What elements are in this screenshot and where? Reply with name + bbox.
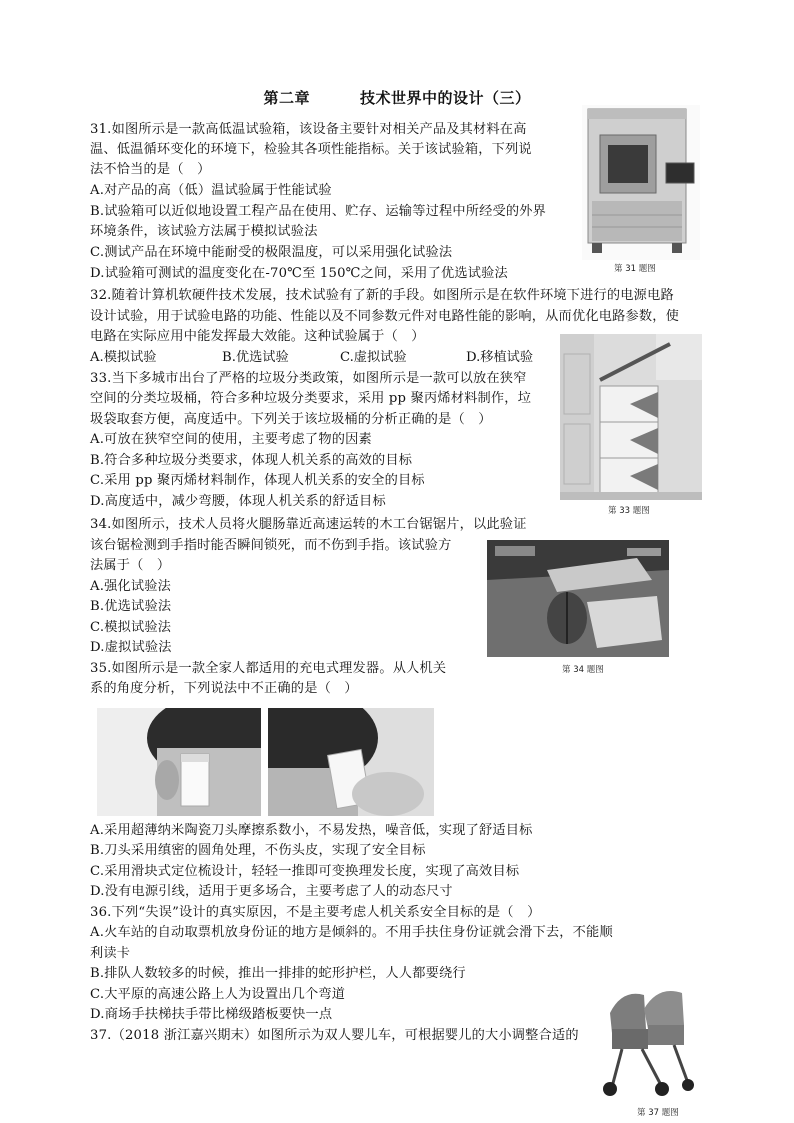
q35-option-b: B.刀头采用缜密的圆角处理，不伤头皮，实现了安全目标 bbox=[90, 843, 426, 858]
q31-option-b: B.试验箱可以近似地设置工程产品在使用、贮存、运输等过程中所经受的外界 bbox=[90, 204, 547, 219]
q36-option-d: D.商场手扶梯扶手带比梯级踏板要快一点 bbox=[90, 1007, 333, 1022]
q33-option-b: B.符合多种垃圾分类要求，体现人机关系的高效的目标 bbox=[90, 453, 413, 468]
q35-option-c: C.采用滑块式定位梳设计，轻轻一推即可变换理发长度，实现了高效目标 bbox=[90, 864, 520, 879]
q31-option-d: D.试验箱可测试的温度变化在-70℃至 150℃之间，采用了优选试验法 bbox=[90, 266, 508, 281]
q32-options bbox=[90, 348, 533, 367]
hair-clipper-image-1 bbox=[97, 708, 261, 816]
q33-stem-line-1: 33.当下多城市出台了严格的垃圾分类政策，如图所示是一款可以放在狭窄 bbox=[90, 371, 527, 386]
chapter-label: 第二章 bbox=[263, 89, 310, 107]
q34-option-a: A.强化试验法 bbox=[90, 579, 172, 594]
q34-stem-line-2: 该台锯检测到手指时能否瞬间锁死，而不伤到手指。该试验方 bbox=[90, 538, 452, 553]
q31-stem-line-3: 法不恰当的是（ ） bbox=[90, 162, 211, 177]
q36-stem: 36.下列“失误”设计的真实原因，不是主要考虑人机关系安全目标的是（ ） bbox=[90, 905, 541, 920]
q36-option-a: A.火车站的自动取票机放身份证的地方是倾斜的。不用手扶住身份证就会滑下去，不能顺 bbox=[90, 925, 613, 940]
q33-option-c: C.采用 pp 聚丙烯材料制作，体现人机关系的安全的目标 bbox=[90, 473, 425, 488]
q32-option-a: A.模拟试验 bbox=[90, 350, 157, 365]
q33-option-a: A.可放在狭窄空间的使用，主要考虑了物的因素 bbox=[90, 432, 372, 447]
q32-stem-line-3: 电路在实际应用中能发挥最大效能。这种试验属于（ ） bbox=[90, 329, 425, 344]
q34-stem-line-3: 法属于（ ） bbox=[90, 558, 171, 573]
q32-option-b: B.优选试验 bbox=[222, 350, 289, 365]
q35-option-d: D.没有电源引线，适用于更多场合，主要考虑了人的动态尺寸 bbox=[90, 884, 453, 899]
q33-option-d: D.高度适中，减少弯腰，体现人机关系的舒适目标 bbox=[90, 494, 386, 509]
q31-stem-line-2: 温、低温循环变化的环境下，检验其各项性能指标。关于该试验箱，下列说 bbox=[90, 142, 532, 157]
q31-option-b-cont: 环境条件，该试验方法属于模拟试验法 bbox=[90, 224, 318, 239]
q37-stem: 37.（2018 浙江嘉兴期末）如图所示为双人婴儿车，可根据婴儿的大小调整合适的 bbox=[90, 1028, 579, 1043]
q34-option-b: B.优选试验法 bbox=[90, 599, 172, 614]
test-chamber-image bbox=[582, 105, 700, 260]
q34-option-c: C.模拟试验法 bbox=[90, 620, 172, 635]
q31-option-a: A.对产品的高（低）温试验属于性能试验 bbox=[90, 183, 332, 198]
q32-stem-line-2: 设计试验，用于试验电路的功能、性能以及不同参数元件对电路性能的影响，从而优化电路参数，使 bbox=[90, 309, 680, 324]
q36-option-b: B.排队人数较多的时候，推出一排排的蛇形护栏，人人都要绕行 bbox=[90, 966, 466, 981]
trash-bin-image bbox=[560, 334, 702, 500]
q33-stem-line-2: 空间的分类垃圾桶，符合多种垃圾分类要求，采用 pp 聚丙烯材料制作，垃 bbox=[90, 391, 532, 406]
q32-stem-line-1: 32.随着计算机软硬件技术发展，技术试验有了新的手段。如图所示是在软件环境下进行的电源电路 bbox=[90, 288, 674, 303]
double-stroller-image bbox=[592, 983, 702, 1103]
q32-option-d: D.移植试验 bbox=[466, 350, 534, 365]
q31-stem-line-1: 31.如图所示是一款高低温试验箱，该设备主要针对相关产品及其材料在高 bbox=[90, 122, 527, 137]
q32-option-c: C.虚拟试验 bbox=[340, 350, 407, 365]
q31-option-c: C.测试产品在环境中能耐受的极限温度，可以采用强化试验法 bbox=[90, 245, 453, 260]
q34-stem-line-1: 34.如图所示，技术人员将火腿肠靠近高速运转的木工台锯锯片，以此验证 bbox=[90, 517, 527, 532]
q35-option-a: A.采用超薄纳米陶瓷刀头摩擦系数小，不易发热，噪音低，实现了舒适目标 bbox=[90, 823, 533, 838]
q35-stem-line-2: 系的角度分析，下列说法中不正确的是（ ） bbox=[90, 681, 358, 696]
table-saw-image bbox=[487, 540, 669, 657]
hair-clipper-image-2 bbox=[268, 708, 434, 816]
q34-caption: 第 34 题图 bbox=[562, 665, 604, 675]
q36-option-a-cont: 利读卡 bbox=[90, 946, 131, 961]
q34-option-d: D.虚拟试验法 bbox=[90, 640, 172, 655]
chapter-name: 技术世界中的设计（三） bbox=[360, 89, 531, 107]
q31-caption: 第 31 题图 bbox=[614, 264, 656, 274]
q35-stem-line-1: 35.如图所示是一款全家人都适用的充电式理发器。从人机关 bbox=[90, 661, 447, 676]
q36-option-c: C.大平原的高速公路上人为设置出几个弯道 bbox=[90, 987, 346, 1002]
q37-caption: 第 37 题图 bbox=[637, 1108, 679, 1118]
q33-caption: 第 33 题图 bbox=[608, 506, 650, 516]
q33-stem-line-3: 圾袋取套方便，高度适中。下列关于该垃圾桶的分析正确的是（ ） bbox=[90, 412, 492, 427]
